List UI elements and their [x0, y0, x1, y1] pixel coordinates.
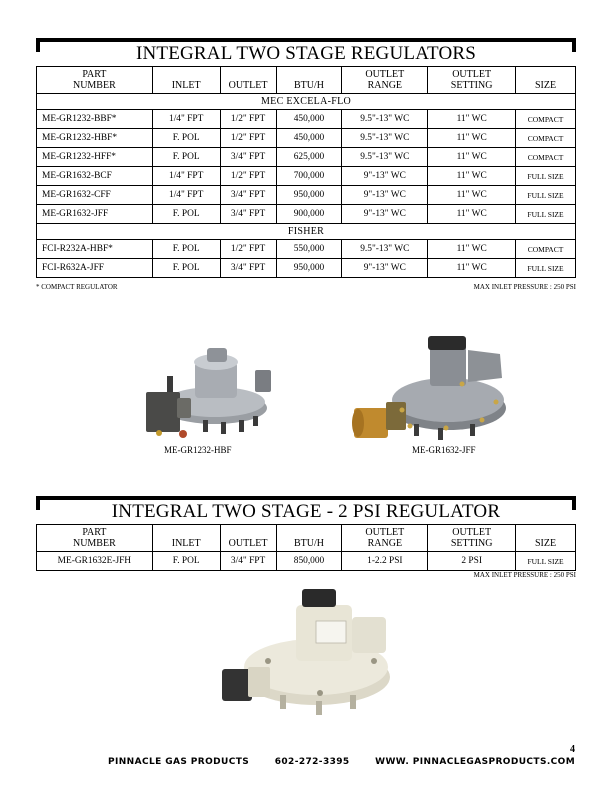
table-row — [37, 110, 576, 129]
page-number: 4 — [570, 744, 575, 755]
footnote-compact: * COMPACT REGULATOR — [36, 283, 118, 291]
table-row — [37, 129, 576, 148]
cell-range: 9"-13" WC — [342, 259, 428, 278]
section2-title-frame — [36, 496, 576, 522]
max-inlet-note-2: MAX INLET PRESSURE : 250 PSI — [473, 571, 576, 579]
header-part-number: PART NUMBER — [37, 67, 153, 94]
cell-btu: 700,000 — [276, 167, 342, 186]
cell-setting: 11" WC — [428, 186, 516, 205]
header-btuh: BTU/H — [276, 67, 342, 94]
cell-setting: 11" WC — [428, 129, 516, 148]
cell-setting: 11" WC — [428, 259, 516, 278]
cell-outlet: 1/2" FPT — [220, 129, 276, 148]
table-row — [37, 259, 576, 278]
cell-range: 9"-13" WC — [342, 167, 428, 186]
cell-outlet: 1/2" FPT — [220, 240, 276, 259]
cell-setting: 11" WC — [428, 110, 516, 129]
title-rule — [46, 38, 566, 42]
group-label: MEC EXCELA-FLO — [37, 94, 576, 110]
header-outlet: OUTLET — [220, 525, 276, 552]
cell-inlet: F. POL — [152, 240, 220, 259]
cell-part: ME-GR1632E-JFH — [37, 552, 153, 571]
photo-caption-right: ME-GR1632-JFF — [412, 445, 476, 455]
cell-inlet: F. POL — [152, 259, 220, 278]
cell-setting: 11" WC — [428, 167, 516, 186]
cell-part: ME-GR1632-JFF — [37, 205, 153, 224]
cell-inlet: 1/4" FPT — [152, 110, 220, 129]
cell-range: 1-2.2 PSI — [342, 552, 428, 571]
cell-outlet: 3/4" FPT — [220, 186, 276, 205]
regulator-2psi-table — [36, 524, 576, 571]
cell-outlet: 1/2" FPT — [220, 110, 276, 129]
cell-size: FULL SIZE — [516, 186, 576, 205]
cell-btu: 950,000 — [276, 259, 342, 278]
photo-caption-left: ME-GR1232-HBF — [164, 445, 232, 455]
regulator-photo-compact — [143, 340, 283, 445]
cell-btu: 625,000 — [276, 148, 342, 167]
cell-setting: 11" WC — [428, 205, 516, 224]
fisher-rows — [37, 240, 576, 278]
cell-outlet: 3/4" FPT — [220, 552, 276, 571]
cell-outlet: 3/4" FPT — [220, 148, 276, 167]
cell-inlet: F. POL — [152, 205, 220, 224]
cell-btu: 900,000 — [276, 205, 342, 224]
header-outlet-setting: OUTLET SETTING — [428, 525, 516, 552]
cell-range: 9.5"-13" WC — [342, 129, 428, 148]
table-row — [37, 148, 576, 167]
cell-size: FULL SIZE — [516, 167, 576, 186]
cell-inlet: 1/4" FPT — [152, 186, 220, 205]
cell-inlet: 1/4" FPT — [152, 167, 220, 186]
cell-part: ME-GR1632-CFF — [37, 186, 153, 205]
cell-part: ME-GR1232-HFF* — [37, 148, 153, 167]
cell-size: FULL SIZE — [516, 552, 576, 571]
title-rule — [46, 496, 566, 500]
header-outlet: OUTLET — [220, 67, 276, 94]
header-size: SIZE — [516, 67, 576, 94]
cell-size: FULL SIZE — [516, 205, 576, 224]
cell-btu: 450,000 — [276, 129, 342, 148]
section1-title-frame — [36, 38, 576, 64]
mec-rows — [37, 110, 576, 224]
cell-setting: 11" WC — [428, 240, 516, 259]
footer-website: WWW. PINNACLEGASPRODUCTS.COM — [375, 757, 576, 767]
footer-company: PINNACLE GAS PRODUCTS — [108, 757, 250, 767]
header-outlet-range: OUTLET RANGE — [342, 67, 428, 94]
cell-range: 9"-13" WC — [342, 186, 428, 205]
regulator-table — [36, 66, 576, 278]
cell-btu: 550,000 — [276, 240, 342, 259]
cell-size: COMPACT — [516, 240, 576, 259]
page-footer — [108, 757, 597, 767]
table-row — [37, 240, 576, 259]
cell-range: 9.5"-13" WC — [342, 240, 428, 259]
cell-setting: 11" WC — [428, 148, 516, 167]
cell-setting: 2 PSI — [428, 552, 516, 571]
cell-inlet: F. POL — [152, 129, 220, 148]
header-inlet: INLET — [152, 525, 220, 552]
table-row — [37, 205, 576, 224]
group-label: FISHER — [37, 224, 576, 240]
cell-inlet: F. POL — [152, 148, 220, 167]
max-inlet-note: MAX INLET PRESSURE : 250 PSI — [473, 283, 576, 291]
cell-part: FCI-R232A-HBF* — [37, 240, 153, 259]
cell-btu: 450,000 — [276, 110, 342, 129]
cell-outlet: 1/2" FPT — [220, 167, 276, 186]
header-inlet: INLET — [152, 67, 220, 94]
cell-range: 9.5"-13" WC — [342, 148, 428, 167]
table-header-row — [37, 525, 576, 552]
cell-part: FCI-R632A-JFF — [37, 259, 153, 278]
table-row — [37, 552, 576, 571]
cell-part: ME-GR1632-BCF — [37, 167, 153, 186]
header-part-number: PART NUMBER — [37, 525, 153, 552]
cell-outlet: 3/4" FPT — [220, 259, 276, 278]
cell-outlet: 3/4" FPT — [220, 205, 276, 224]
header-outlet-range: OUTLET RANGE — [342, 525, 428, 552]
cell-btu: 850,000 — [276, 552, 342, 571]
cell-btu: 950,000 — [276, 186, 342, 205]
header-btuh: BTU/H — [276, 525, 342, 552]
header-outlet-setting: OUTLET SETTING — [428, 67, 516, 94]
group-row-mec — [37, 94, 576, 110]
table-row — [37, 167, 576, 186]
section2-title: INTEGRAL TWO STAGE - 2 PSI REGULATOR — [111, 501, 501, 522]
regulator-photo-2psi — [220, 585, 400, 725]
cell-size: COMPACT — [516, 110, 576, 129]
cell-size: COMPACT — [516, 148, 576, 167]
table-row — [37, 186, 576, 205]
cell-range: 9"-13" WC — [342, 205, 428, 224]
header-size: SIZE — [516, 525, 576, 552]
table-header-row — [37, 67, 576, 94]
section1-title: INTEGRAL TWO STAGE REGULATORS — [135, 43, 477, 64]
footer-phone: 602-272-3395 — [274, 757, 350, 767]
cell-range: 9.5"-13" WC — [342, 110, 428, 129]
cell-size: FULL SIZE — [516, 259, 576, 278]
cell-size: COMPACT — [516, 129, 576, 148]
cell-part: ME-GR1232-HBF* — [37, 129, 153, 148]
cell-inlet: F. POL — [152, 552, 220, 571]
group-row-fisher — [37, 224, 576, 240]
cell-part: ME-GR1232-BBF* — [37, 110, 153, 129]
regulator-photo-fullsize — [350, 330, 510, 450]
